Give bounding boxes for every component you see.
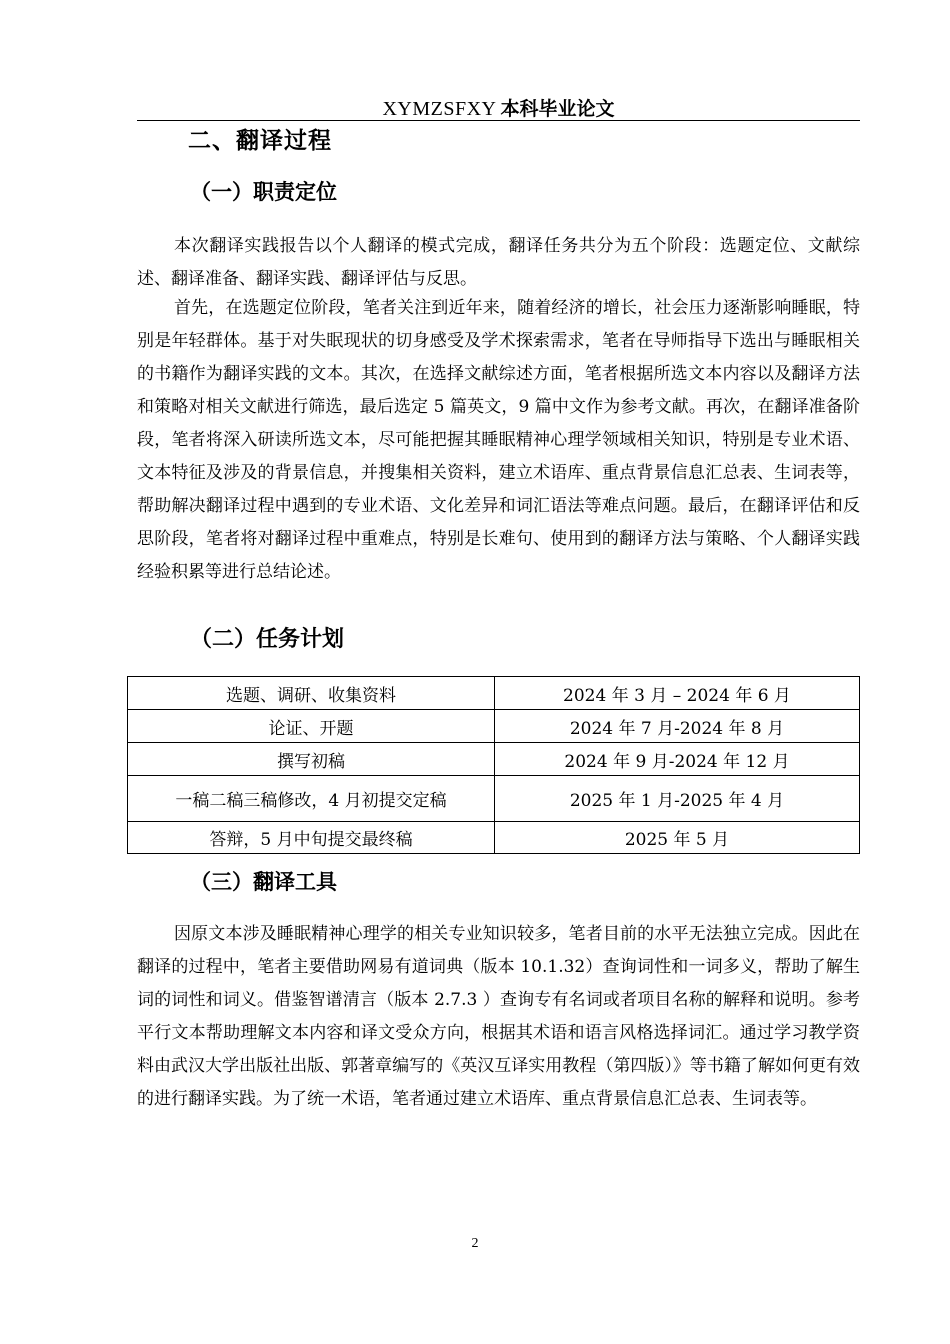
task-cell: 撰写初稿 [128, 743, 495, 776]
subsection-title-responsibility: （一）职责定位 [190, 180, 337, 204]
table-row [128, 710, 860, 743]
paragraph-stages: 首先，在选题定位阶段，笔者关注到近年来，随着经济的增长，社会压力逐渐影响睡眠，特别是年轻群体。基于对失眠现状的切身感受及学术探索需求，笔者在导师指导下选出与睡眠相关的书籍作为翻译实践的文本。其次，在选择文献综述方面，笔者根据所选文本内容以及翻译方法和策略对相关文献进行筛选，最后选定 5 篇英文，9 篇中文作为参考文献。再次，在翻译准备阶段，笔者将深入研读所选文本，尽可能把握其睡眠精神心理学领域相关知识，特别是专业术语、文本特征及涉及的背景信息，并搜集相关资料，建立术语库、重点背景信息汇总表、生词表等，帮助解决翻译过程中遇到的专业术语、文化差异和词汇语法等难点问题。最后，在翻译评估和反思阶段，笔者将对翻译过程中重难点，特别是长难句、使用到的翻译方法与策略、个人翻译实践经验积累等进行总结论述。 [137, 298, 860, 582]
task-cell: 论证、开题 [128, 710, 495, 743]
header-school-code: XYMZSFXY [382, 98, 497, 120]
table-row [128, 677, 860, 710]
task-cell: 一稿二稿三稿修改，4 月初提交定稿 [128, 776, 495, 822]
page-header [137, 94, 860, 121]
paragraph-overview: 本次翻译实践报告以个人翻译的模式完成，翻译任务共分为五个阶段：选题定位、文献综述、翻译准备、翻译实践、翻译评估与反思。 [137, 236, 860, 289]
task-cell: 答辩，5 月中旬提交最终稿 [128, 822, 495, 854]
time-cell: 2024 年 3 月 – 2024 年 6 月 [495, 677, 860, 710]
table-row [128, 776, 860, 822]
time-cell: 2024 年 7 月-2024 年 8 月 [495, 710, 860, 743]
paragraph-tools: 因原文本涉及睡眠精神心理学的相关专业知识较多，笔者目前的水平无法独立完成。因此在翻译的过程中，笔者主要借助网易有道词典（版本 10.1.32）查询词性和一词多义，帮助了解生词的词性和词义。借鉴智谱清言（版本 2.7.3 ）查询专有名词或者项目名称的解释和说明。参考平行文本帮助理解文本内容和译文受众方向，根据其术语和语言风格选择词汇。通过学习教学资料由武汉大学出版社出版、郭著章编写的《英汉互译实用教程（第四版）》等书籍了解如何更有效的进行翻译实践。为了统一术语，笔者通过建立术语库、重点背景信息汇总表、生词表等。 [137, 924, 860, 1109]
time-cell: 2025 年 1 月-2025 年 4 月 [495, 776, 860, 822]
task-cell: 选题、调研、收集资料 [128, 677, 495, 710]
subsection-title-tools: （三）翻译工具 [190, 870, 337, 894]
table-row [128, 822, 860, 854]
header-thesis-label: 本科毕业论文 [500, 98, 615, 120]
subsection-title-plan: （二）任务计划 [190, 627, 345, 652]
task-plan-table [127, 676, 860, 854]
page-number: 2 [471, 1236, 479, 1251]
table-row [128, 743, 860, 776]
section-title: 二、翻译过程 [188, 128, 332, 154]
time-cell: 2024 年 9 月-2024 年 12 月 [495, 743, 860, 776]
time-cell: 2025 年 5 月 [495, 822, 860, 854]
